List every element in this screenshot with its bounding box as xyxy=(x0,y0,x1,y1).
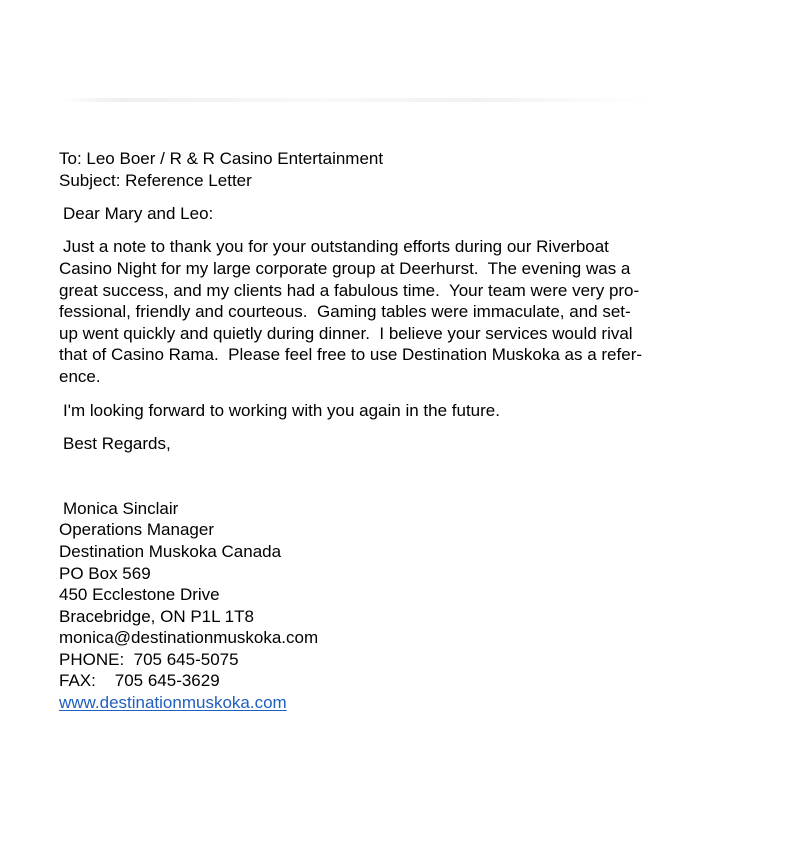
reference-letter xyxy=(59,148,739,714)
city-address: Bracebridge, ON P1L 1T8 xyxy=(59,606,254,626)
signature-block xyxy=(59,498,739,714)
to-line: To: Leo Boer / R & R Casino Entertainment xyxy=(59,149,384,168)
phone-number: PHONE: 705 645-5075 xyxy=(59,649,239,669)
email-address: monica@destinationmuskoka.com xyxy=(59,628,319,648)
company-name: Destination Muskoka Canada xyxy=(59,541,282,561)
body-line: that of Casino Rama. Please feel free to use Destination Muskoka as a refer- xyxy=(59,345,643,365)
scan-artifact xyxy=(60,98,650,102)
po-box: PO Box 569 xyxy=(59,563,151,583)
sign-off: Best Regards, xyxy=(63,434,171,454)
salutation: Dear Mary and Leo: xyxy=(63,203,214,223)
body-line: great success, and my clients had a fabulous time. Your team were very pro- xyxy=(59,280,640,300)
body-line: ence. xyxy=(59,366,101,386)
body-line: Casino Night for my large corporate group at Deerhurst. The evening was a xyxy=(59,258,631,278)
fax-number: FAX: 705 645-3629 xyxy=(59,671,220,691)
signer-name: Monica Sinclair xyxy=(63,498,179,518)
body-line: up went quickly and quietly during dinner. I believe your services would rival xyxy=(59,323,633,343)
signer-title: Operations Manager xyxy=(59,520,214,540)
body-line: Just a note to thank you for your outstanding efforts during our Riverboat xyxy=(63,237,609,257)
street-address: 450 Ecclestone Drive xyxy=(59,585,220,605)
body-paragraph xyxy=(59,236,739,387)
subject-line: Subject: Reference Letter xyxy=(59,170,252,190)
website-link[interactable]: www.destinationmuskoka.com xyxy=(59,693,287,713)
closing-sentence: I'm looking forward to working with you again in the future. xyxy=(63,400,500,420)
body-line: fessional, friendly and courteous. Gaming tables were immaculate, and set- xyxy=(59,302,631,322)
